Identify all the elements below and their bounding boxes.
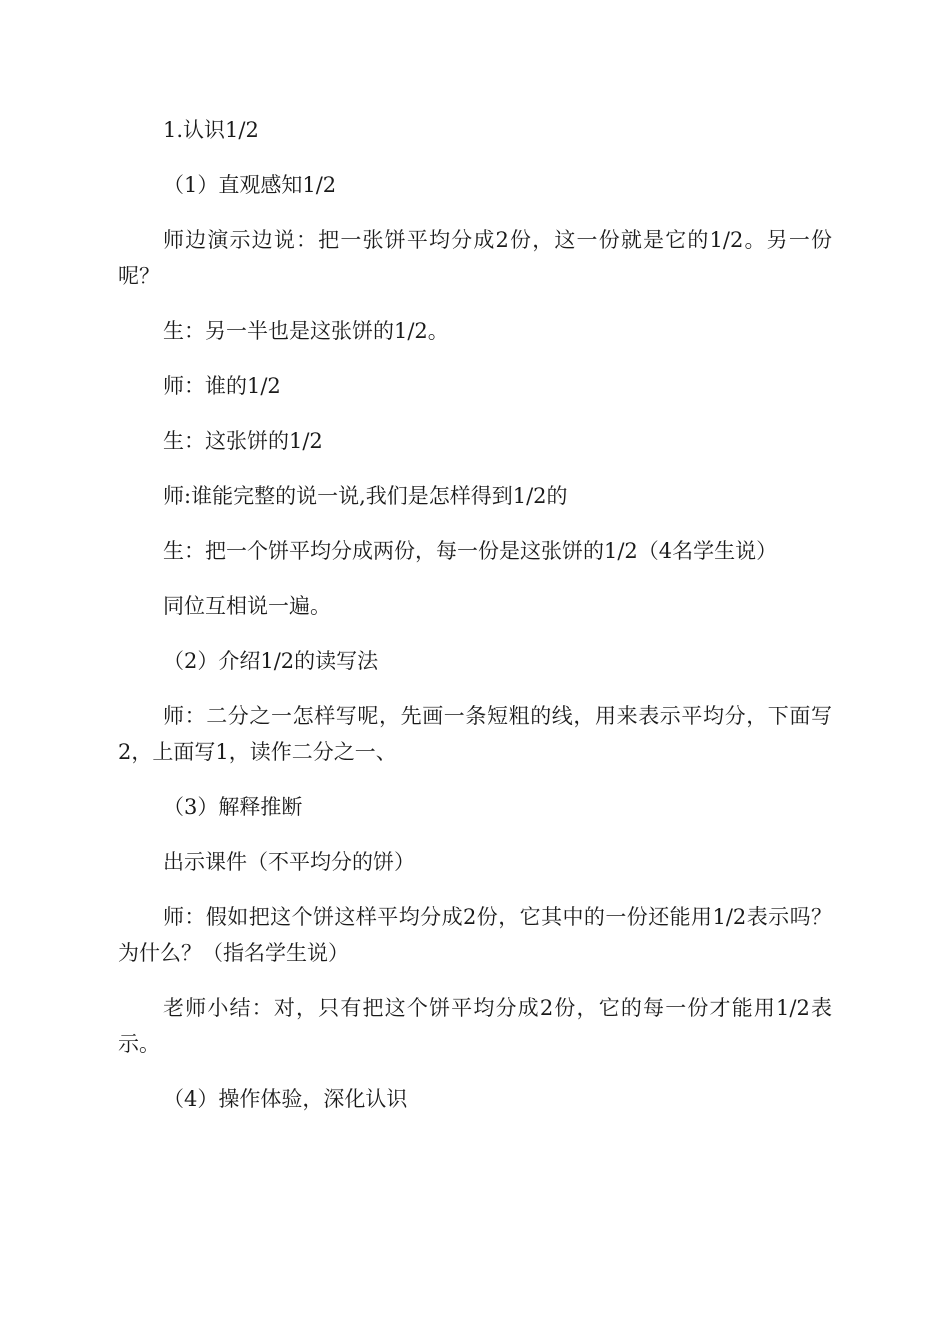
paragraph: 师:谁能完整的说一说,我们是怎样得到1/2的 <box>163 484 568 508</box>
section-heading: 1.认识1/2 <box>163 118 259 142</box>
paragraph: 师：二分之一怎样写呢，先画一条短粗的线，用来表示平均分，下面写2，上面写1，读作二分之一、 <box>118 704 832 764</box>
paragraph: 出示课件（不平均分的饼） <box>163 850 415 874</box>
paragraph: 师：假如把这个饼这样平均分成2份，它其中的一份还能用1/2表示吗？为什么？（指名学生说） <box>118 905 832 965</box>
paragraph: 师：谁的1/2 <box>163 374 281 398</box>
document-body <box>118 112 832 1136</box>
subsection-heading: （3）解释推断 <box>163 795 303 819</box>
subsection-heading: （1）直观感知1/2 <box>163 173 337 197</box>
paragraph: 同位互相说一遍。 <box>163 594 331 618</box>
paragraph: 师边演示边说：把一张饼平均分成2份，这一份就是它的1/2。另一份呢？ <box>118 228 832 288</box>
paragraph: 生：这张饼的1/2 <box>163 429 323 453</box>
subsection-heading: （2）介绍1/2的读写法 <box>163 649 379 673</box>
paragraph: 老师小结：对，只有把这个饼平均分成2份，它的每一份才能用1/2表示。 <box>118 996 832 1056</box>
paragraph: 生：另一半也是这张饼的1/2。 <box>163 319 449 343</box>
subsection-heading: （4）操作体验，深化认识 <box>163 1087 408 1111</box>
paragraph: 生：把一个饼平均分成两份，每一份是这张饼的1/2（4名学生说） <box>163 539 778 563</box>
